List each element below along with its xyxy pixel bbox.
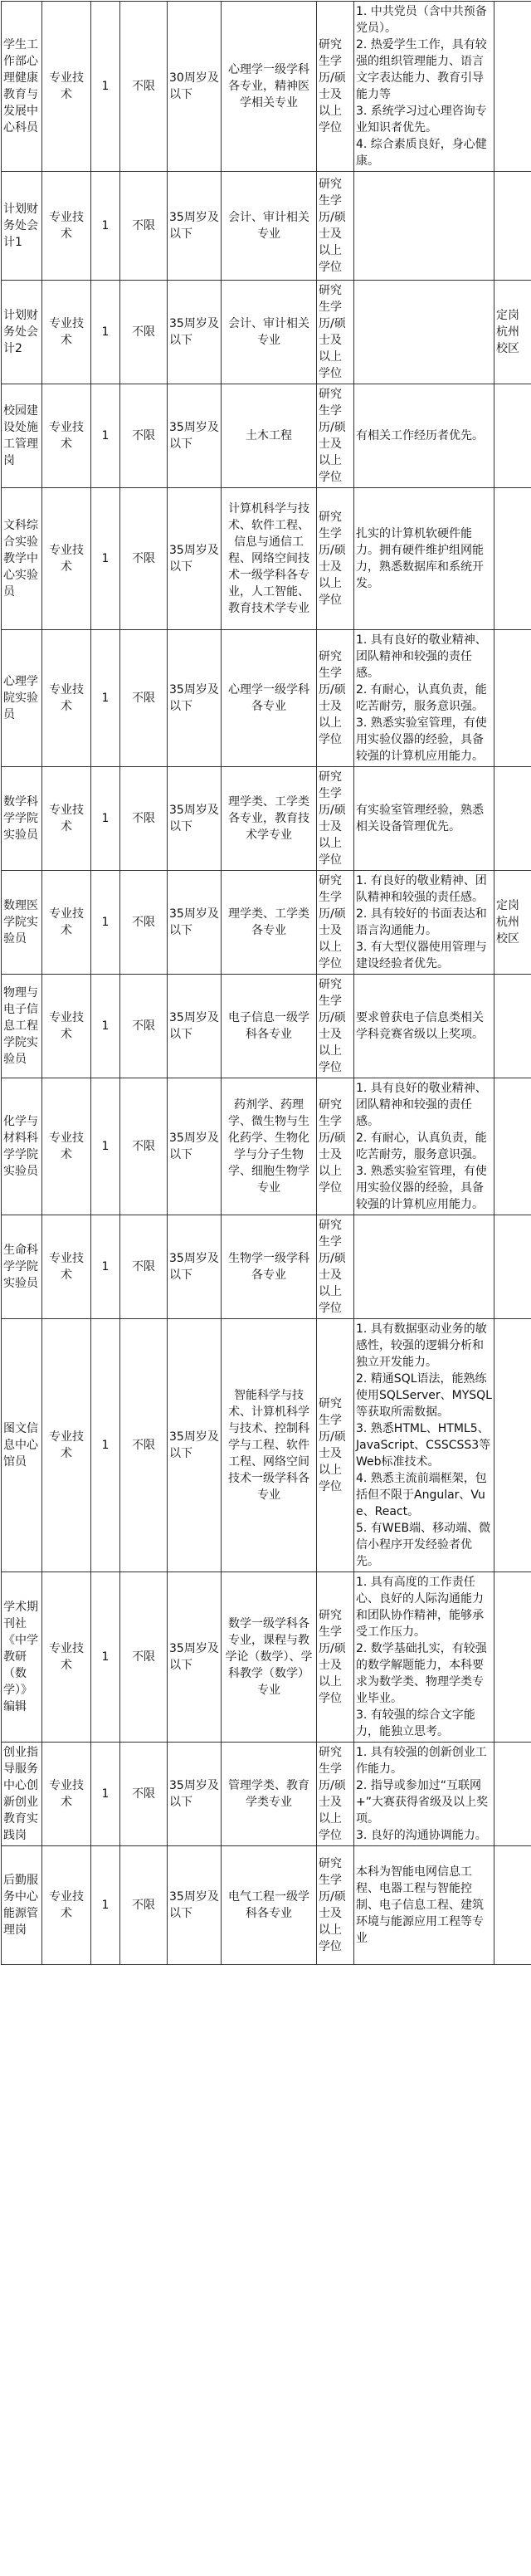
requirement-line: 3. 熟悉实验室管理，有使用实验仪器的经验，具备较强的计算机应用能力。 [356,715,492,765]
location-cell: 定岗杭州校区 [494,281,531,384]
requirements-cell [354,1572,494,1743]
requirement-line: 2. 指导或参加过“互联网+”大赛获得省级及以上奖项。 [356,1777,492,1827]
count-cell: 1 [91,767,120,871]
requirements-cell [354,1215,494,1319]
type-cell: 专业技术 [42,1846,91,1965]
type-cell: 专业技术 [42,630,91,767]
education-cell: 研究生学历/硕士及以上学位 [317,1743,354,1846]
type-cell: 专业技术 [42,1572,91,1743]
major-cell: 理学类、工学类各专业 [222,871,317,975]
major-cell: 心理学一级学科各专业 [222,630,317,767]
major-cell: 电气工程一级学科各专业 [222,1846,317,1965]
table-row [2,1743,531,1846]
table-row [2,871,531,975]
requirements-cell [354,630,494,767]
requirements-cell [354,1319,494,1572]
requirement-line: 1. 具有较强的创新创业工作能力。 [356,1744,492,1777]
major-cell: 数学一级学科各专业，课程与教学论（数学）、学科教学（数学）专业 [222,1572,317,1743]
recruitment-table-body [2,2,531,1965]
requirement-line: 2. 热爱学生工作，具有较强的组织管理能力、语言文字表达能力、教育引导能力等 [356,37,492,103]
education-cell: 研究生学历/硕士及以上学位 [317,630,354,767]
source-cell: 不限 [120,630,168,767]
age-cell: 35周岁及以下 [168,630,222,767]
location-cell [494,172,531,281]
requirement-line: 1. 具有高度的工作责任心、良好的人际沟通能力和团队协作精神，能够承受工作压力。 [356,1574,492,1640]
position-cell: 心理学院实验员 [2,630,42,767]
source-cell: 不限 [120,172,168,281]
type-cell: 专业技术 [42,1319,91,1572]
count-cell: 1 [91,1215,120,1319]
source-cell: 不限 [120,488,168,630]
count-cell: 1 [91,1846,120,1965]
requirement-line: 3. 有大型仪器使用管理与建设经验者优先。 [356,939,492,972]
type-cell: 专业技术 [42,488,91,630]
major-cell: 生物学一级学科各专业 [222,1215,317,1319]
position-cell: 数理医学院实验员 [2,871,42,975]
age-cell: 35周岁及以下 [168,1743,222,1846]
requirement-line: 3. 熟悉HTML、HTML5、JavaScript、CSSCSS3等Web标准技术。 [356,1420,492,1470]
age-cell: 35周岁及以下 [168,975,222,1078]
age-cell: 35周岁及以下 [168,1215,222,1319]
position-cell: 文科综合实验教学中心实验员 [2,488,42,630]
location-cell [494,1846,531,1965]
age-cell: 30周岁及以下 [168,2,222,172]
table-row [2,2,531,172]
location-cell [494,384,531,488]
position-cell: 化学与材料科学学院实验员 [2,1078,42,1215]
major-cell: 计算机科学与技术、软件工程、信息与通信工程、网络空间技术一级学科各专业，人工智能、教育技术学专业 [222,488,317,630]
requirements-cell [354,975,494,1078]
age-cell: 35周岁及以下 [168,1078,222,1215]
requirement-line: 3. 良好的沟通协调能力。 [356,1827,492,1844]
requirement-line: 1. 中共党员（含中共预备党员）。 [356,3,492,37]
count-cell: 1 [91,488,120,630]
type-cell: 专业技术 [42,871,91,975]
requirement-line: 1. 具有数据驱动业务的敏感性，较强的逻辑分析和独立开发能力。 [356,1321,492,1371]
requirement-line: 扎实的计算机软硬件能力。拥有硬件维护组网能力，熟悉数据库和系统开发。 [356,525,492,592]
count-cell: 1 [91,1319,120,1572]
location-cell [494,1743,531,1846]
position-cell: 创业指导服务中心创新创业教育实践岗 [2,1743,42,1846]
requirements-cell [354,767,494,871]
location-cell [494,1572,531,1743]
type-cell: 专业技术 [42,767,91,871]
count-cell: 1 [91,281,120,384]
requirement-line: 2. 具有较好的书面表达和语言沟通能力。 [356,906,492,939]
age-cell: 35周岁及以下 [168,1572,222,1743]
table-row [2,1846,531,1965]
table-row [2,488,531,630]
requirements-cell [354,488,494,630]
type-cell: 专业技术 [42,2,91,172]
table-row [2,384,531,488]
education-cell: 研究生学历/硕士及以上学位 [317,172,354,281]
table-row [2,1215,531,1319]
position-cell: 计划财务处会计2 [2,281,42,384]
requirement-line: 3. 有较强的综合文字能力，能独立思考。 [356,1707,492,1740]
location-cell [494,1078,531,1215]
education-cell: 研究生学历/硕士及以上学位 [317,488,354,630]
age-cell: 35周岁及以下 [168,1846,222,1965]
requirements-cell [354,1743,494,1846]
position-cell: 物理与电子信息工程学院实验员 [2,975,42,1078]
requirements-cell [354,1078,494,1215]
source-cell: 不限 [120,1078,168,1215]
location-cell [494,630,531,767]
source-cell: 不限 [120,975,168,1078]
major-cell: 药剂学、药理学、微生物与生化药学、生物化学与分子生物学、细胞生物学专业 [222,1078,317,1215]
requirement-line: 有相关工作经历者优先。 [356,428,492,444]
requirement-line: 1. 具有良好的敬业精神、团队精神和较强的责任感。 [356,1080,492,1130]
requirement-line: 2. 有耐心，认真负责，能吃苦耐劳，服务意识强。 [356,1130,492,1163]
count-cell: 1 [91,172,120,281]
age-cell: 35周岁及以下 [168,1319,222,1572]
position-cell: 计划财务处会计1 [2,172,42,281]
table-row [2,1319,531,1572]
requirements-cell [354,384,494,488]
age-cell: 35周岁及以下 [168,488,222,630]
requirement-line: 4. 熟悉主流前端框架，包括但不限于Angular、Vue、React。 [356,1470,492,1520]
location-cell [494,767,531,871]
requirement-line: 2. 数学基础扎实，有较强的数学解题能力，本科要求为数学类、物理学类专业毕业。 [356,1640,492,1707]
major-cell: 理学类、工学类各专业，教育技术学专业 [222,767,317,871]
source-cell: 不限 [120,1743,168,1846]
table-row [2,172,531,281]
count-cell: 1 [91,975,120,1078]
requirement-line: 有实验室管理经验，熟悉相关设备管理优先。 [356,802,492,835]
type-cell: 专业技术 [42,1743,91,1846]
requirement-line: 本科为智能电网信息工程、电器工程与智能控制、电子信息工程、建筑环境与能源应用工程等专业 [356,1864,492,1947]
source-cell: 不限 [120,1319,168,1572]
education-cell: 研究生学历/硕士及以上学位 [317,384,354,488]
education-cell: 研究生学历/硕士及以上学位 [317,1846,354,1965]
education-cell: 研究生学历/硕士及以上学位 [317,1572,354,1743]
table-row [2,767,531,871]
table-row [2,975,531,1078]
source-cell: 不限 [120,281,168,384]
education-cell: 研究生学历/硕士及以上学位 [317,1078,354,1215]
requirement-line: 要求曾获电子信息类相关学科竞赛省级以上奖项。 [356,1009,492,1043]
source-cell: 不限 [120,1572,168,1743]
major-cell: 管理学类、教育学类专业 [222,1743,317,1846]
source-cell: 不限 [120,767,168,871]
table-row [2,630,531,767]
source-cell: 不限 [120,1846,168,1965]
location-cell [494,975,531,1078]
major-cell: 会计、审计相关专业 [222,281,317,384]
location-cell [494,1215,531,1319]
requirements-cell [354,281,494,384]
type-cell: 专业技术 [42,1215,91,1319]
requirement-line: 2. 有耐心，认真负责，能吃苦耐劳，服务意识强。 [356,682,492,715]
position-cell: 图文信息中心馆员 [2,1319,42,1572]
requirement-line: 3. 系统学习过心理咨询专业知识者优先。 [356,103,492,136]
type-cell: 专业技术 [42,172,91,281]
source-cell: 不限 [120,2,168,172]
count-cell: 1 [91,1572,120,1743]
major-cell: 心理学一级学科各专业，精神医学相关专业 [222,2,317,172]
education-cell: 研究生学历/硕士及以上学位 [317,281,354,384]
table-row [2,1572,531,1743]
major-cell: 电子信息一级学科各专业 [222,975,317,1078]
type-cell: 专业技术 [42,975,91,1078]
type-cell: 专业技术 [42,384,91,488]
major-cell: 智能科学与技术、计算机科学与技术、控制科学与工程、软件工程、网络空间技术一级学科各专业 [222,1319,317,1572]
requirements-cell [354,1846,494,1965]
source-cell: 不限 [120,871,168,975]
count-cell: 1 [91,384,120,488]
requirement-line: 1. 有良好的敬业精神、团队精神和较强的责任感。 [356,873,492,906]
requirement-line: 3. 熟悉实验室管理，有使用实验仪器的经验，具备较强的计算机应用能力。 [356,1163,492,1213]
major-cell: 土木工程 [222,384,317,488]
table-row [2,281,531,384]
position-cell: 生命科学学院实验员 [2,1215,42,1319]
location-cell [494,488,531,630]
requirements-cell [354,172,494,281]
location-cell: 定岗杭州校区 [494,871,531,975]
count-cell: 1 [91,630,120,767]
age-cell: 35周岁及以下 [168,172,222,281]
major-cell: 会计、审计相关专业 [222,172,317,281]
requirements-cell [354,2,494,172]
position-cell: 后勤服务中心能源管理岗 [2,1846,42,1965]
education-cell: 研究生学历/硕士及以上学位 [317,1319,354,1572]
type-cell: 专业技术 [42,1078,91,1215]
count-cell: 1 [91,871,120,975]
education-cell: 研究生学历/硕士及以上学位 [317,1215,354,1319]
position-cell: 校园建设处施工管理岗 [2,384,42,488]
count-cell: 1 [91,2,120,172]
education-cell: 研究生学历/硕士及以上学位 [317,2,354,172]
type-cell: 专业技术 [42,281,91,384]
requirements-cell [354,871,494,975]
position-cell: 学生工作部心理健康教育与发展中心科员 [2,2,42,172]
source-cell: 不限 [120,384,168,488]
position-cell: 学术期刊社《中学教研（数学）》编辑 [2,1572,42,1743]
location-cell [494,2,531,172]
recruitment-table [1,1,531,1965]
education-cell: 研究生学历/硕士及以上学位 [317,767,354,871]
table-row [2,1078,531,1215]
requirement-line: 4. 综合素质良好，身心健康。 [356,136,492,169]
requirement-line: 2. 精通SQL语法，能熟练使用SQLServer、MYSQL等获取所需数据。 [356,1371,492,1420]
age-cell: 35周岁及以下 [168,871,222,975]
count-cell: 1 [91,1743,120,1846]
age-cell: 35周岁及以下 [168,281,222,384]
age-cell: 35周岁及以下 [168,384,222,488]
requirement-line: 1. 具有良好的敬业精神、团队精神和较强的责任感。 [356,632,492,682]
education-cell: 研究生学历/硕士及以上学位 [317,871,354,975]
age-cell: 35周岁及以下 [168,767,222,871]
source-cell: 不限 [120,1215,168,1319]
position-cell: 数学科学学院实验员 [2,767,42,871]
count-cell: 1 [91,1078,120,1215]
education-cell: 研究生学历/硕士及以上学位 [317,975,354,1078]
requirement-line: 5. 有WEB端、移动端、微信小程序开发经验者优先。 [356,1520,492,1570]
location-cell [494,1319,531,1572]
